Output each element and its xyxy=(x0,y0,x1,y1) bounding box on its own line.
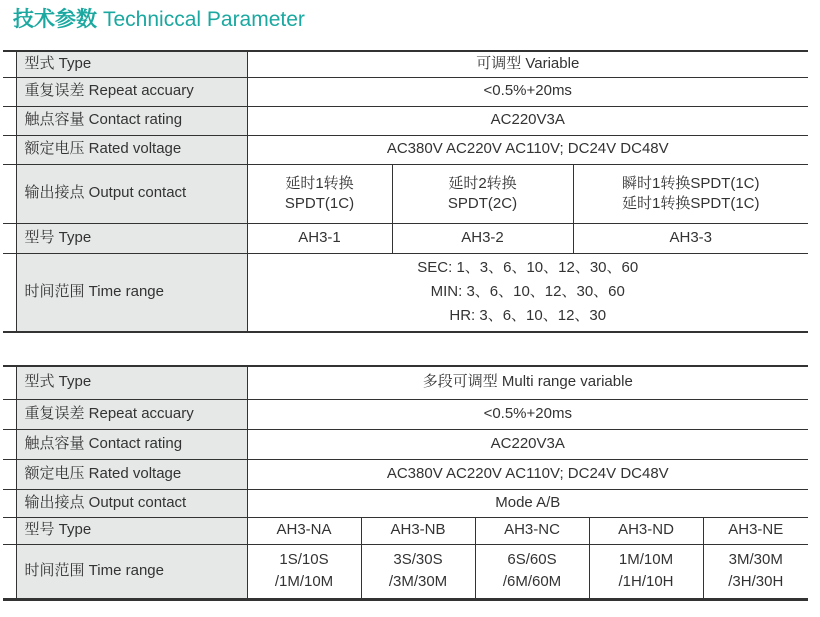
left-margin-cell xyxy=(3,164,16,223)
row-value-repeat-accuracy: <0.5%+20ms xyxy=(247,399,808,429)
time-range-na-line2: /1M/10M xyxy=(274,573,334,590)
row-value-type: 多段可调型 Multi range variable xyxy=(247,366,808,399)
row-value-rated-voltage: AC380V AC220V AC110V; DC24V DC48V xyxy=(247,135,808,164)
output-contact-col1 xyxy=(247,164,392,223)
table-row xyxy=(3,77,808,106)
left-margin-cell xyxy=(3,253,16,332)
output-contact-col3-line1: 瞬时1转换SPDT(1C) xyxy=(621,174,760,192)
time-range-min: MIN: 3、6、10、12、30、60 xyxy=(430,283,625,301)
time-range-na-line1: 1S/10S xyxy=(279,551,329,568)
row-value-type: 可调型 Variable xyxy=(247,51,808,77)
time-range-hr: HR: 3、6、10、12、30 xyxy=(449,307,607,325)
left-margin-cell xyxy=(3,517,16,544)
model-ah3-3: AH3-3 xyxy=(573,223,808,253)
multi-range-spec-table xyxy=(3,365,808,601)
left-margin-cell xyxy=(3,489,16,517)
row-label-repeat-accuracy: 重复误差 Repeat accuary xyxy=(16,399,247,429)
row-label-model: 型号 Type xyxy=(16,223,247,253)
row-value-contact-rating: AC220V3A xyxy=(247,429,808,459)
left-margin-cell xyxy=(3,366,16,399)
table-row xyxy=(3,544,808,599)
time-range-ah3-nc xyxy=(475,544,589,599)
row-value-repeat-accuracy: <0.5%+20ms xyxy=(247,77,808,106)
model-ah3-1: AH3-1 xyxy=(247,223,392,253)
row-label-model: 型号 Type xyxy=(16,517,247,544)
output-contact-col3-line2: 延时1转换SPDT(1C) xyxy=(621,194,760,212)
table-row xyxy=(3,135,808,164)
model-ah3-na: AH3-NA xyxy=(247,517,361,544)
row-label-output-contact: 输出接点 Output contact xyxy=(16,489,247,517)
row-value-output-contact: Mode A/B xyxy=(247,489,808,517)
time-range-ah3-na xyxy=(247,544,361,599)
time-range-sec: SEC: 1、3、6、10、12、30、60 xyxy=(417,259,639,277)
time-range-nb-line1: 3S/30S xyxy=(393,551,443,568)
left-margin-cell xyxy=(3,429,16,459)
row-label-time-range: 时间范围 Time range xyxy=(16,544,247,599)
left-margin-cell xyxy=(3,223,16,253)
time-range-nd-line1: 1M/10M xyxy=(618,551,674,568)
table-row xyxy=(3,459,808,489)
left-margin-cell xyxy=(3,459,16,489)
table-row xyxy=(3,223,808,253)
left-margin-cell xyxy=(3,51,16,77)
row-label-rated-voltage: 额定电压 Rated voltage xyxy=(16,459,247,489)
output-contact-col3 xyxy=(573,164,808,223)
row-label-type: 型式 Type xyxy=(16,51,247,77)
left-margin-cell xyxy=(3,106,16,135)
time-range-values xyxy=(247,253,808,332)
table-row xyxy=(3,164,808,223)
output-contact-col2 xyxy=(392,164,573,223)
row-label-contact-rating: 触点容量 Contact rating xyxy=(16,106,247,135)
time-range-ah3-nd xyxy=(589,544,703,599)
model-ah3-nc: AH3-NC xyxy=(475,517,589,544)
model-ah3-2: AH3-2 xyxy=(392,223,573,253)
model-ah3-nb: AH3-NB xyxy=(361,517,475,544)
page-title-zh: 技术参数 xyxy=(13,8,97,31)
table-row xyxy=(3,51,808,77)
time-range-ne-line1: 3M/30M xyxy=(728,551,783,568)
output-contact-col1-line1: 延时1转换 xyxy=(285,174,354,192)
table-row xyxy=(3,399,808,429)
time-range-ne-line2: /3H/30H xyxy=(728,573,784,590)
time-range-nc-line1: 6S/60S xyxy=(507,551,557,568)
time-range-nb-line2: /3M/30M xyxy=(388,573,448,590)
time-range-ah3-nb xyxy=(361,544,475,599)
model-ah3-nd: AH3-ND xyxy=(589,517,703,544)
row-label-time-range: 时间范围 Time range xyxy=(16,253,247,332)
left-margin-cell xyxy=(3,544,16,599)
time-range-nd-line2: /1H/10H xyxy=(618,573,674,590)
time-range-ah3-ne xyxy=(703,544,808,599)
row-label-type: 型式 Type xyxy=(16,366,247,399)
left-margin-cell xyxy=(3,77,16,106)
row-label-contact-rating: 触点容量 Contact rating xyxy=(16,429,247,459)
table-row xyxy=(3,366,808,399)
left-margin-cell xyxy=(3,135,16,164)
time-range-nc-line2: /6M/60M xyxy=(502,573,562,590)
table-row xyxy=(3,106,808,135)
row-label-rated-voltage: 额定电压 Rated voltage xyxy=(16,135,247,164)
output-contact-col1-line2: SPDT(1C) xyxy=(284,194,355,212)
variable-type-spec-table xyxy=(3,50,808,333)
table-row xyxy=(3,429,808,459)
page-title xyxy=(13,7,305,33)
output-contact-col2-line1: 延时2转换 xyxy=(448,174,517,192)
row-label-repeat-accuracy: 重复误差 Repeat accuary xyxy=(16,77,247,106)
row-label-output-contact: 输出接点 Output contact xyxy=(16,164,247,223)
table-row xyxy=(3,517,808,544)
output-contact-col2-line2: SPDT(2C) xyxy=(447,194,518,212)
table-row xyxy=(3,489,808,517)
model-ah3-ne: AH3-NE xyxy=(703,517,808,544)
table-row xyxy=(3,253,808,332)
row-value-rated-voltage: AC380V AC220V AC110V; DC24V DC48V xyxy=(247,459,808,489)
row-value-contact-rating: AC220V3A xyxy=(247,106,808,135)
page-title-en: Techniccal Parameter xyxy=(103,8,305,31)
left-margin-cell xyxy=(3,399,16,429)
